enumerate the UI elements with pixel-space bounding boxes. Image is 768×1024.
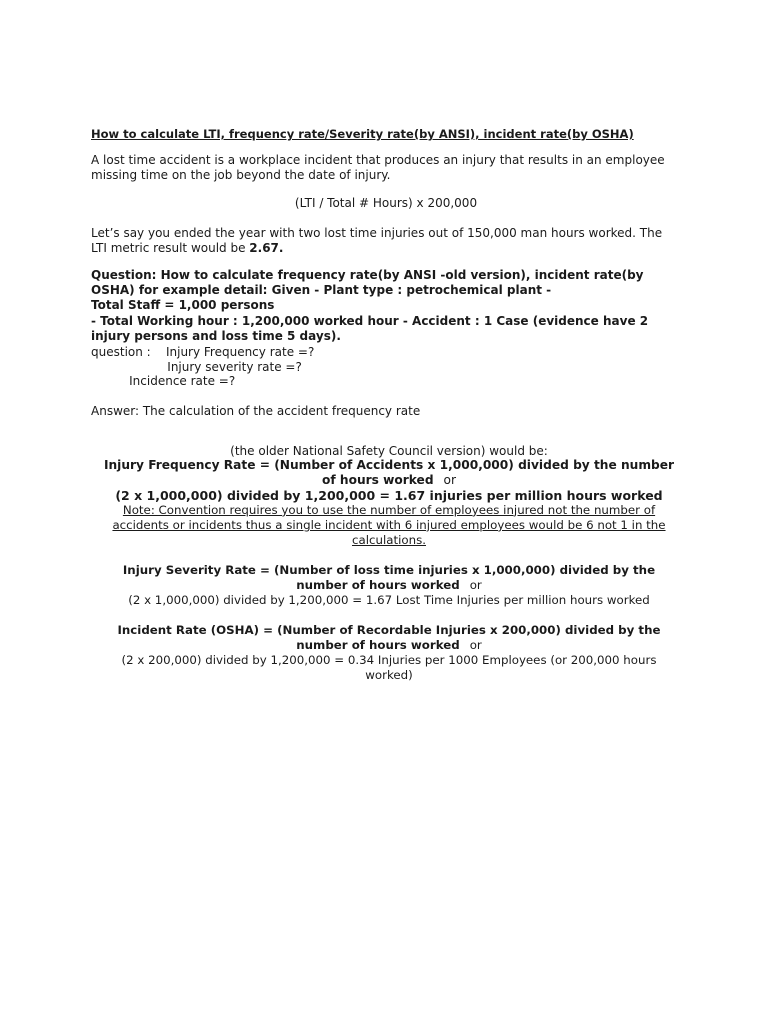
lti-result: 2.67. bbox=[249, 240, 284, 255]
convention-note: Note: Convention requires you to use the number of employees injured not the number of accidents or incidents thus a single incident with 6 injured employees would be 6 not 1 in the calculations. bbox=[112, 502, 666, 547]
question-items bbox=[91, 345, 681, 389]
ir-or: or bbox=[469, 637, 482, 652]
question-line-3: - Total Working hour : 1,200,000 worked hour - Accident : 1 Case (evidence have 2 injury persons and loss time 5 days). bbox=[91, 313, 649, 343]
injury-severity-rate-calc: (2 x 1,000,000) divided by 1,200,000 = 1.67 Lost Time Injuries per million hours worked bbox=[128, 592, 650, 607]
intro-paragraph: A lost time accident is a workplace incident that produces an injury that results in an employee missing time on the job beyond the date of injury. bbox=[91, 153, 665, 182]
lti-example-text: Let’s say you ended the year with two lost time injuries out of 150,000 man hours worked. The LTI metric result would be bbox=[91, 226, 663, 255]
question-line-1: Question: How to calculate frequency rate(by ANSI -old version), incident rate(by OSHA) for example detail: Given - Plant type : petrochemical plant - bbox=[91, 268, 644, 298]
isr-formula-text: Injury Severity Rate = (Number of loss time injuries x 1,000,000) divided by the number of hours worked bbox=[122, 562, 656, 592]
isr-or: or bbox=[469, 577, 482, 592]
older-version-text: (the older National Safety Council version) would be: bbox=[230, 444, 548, 458]
lti-formula: (LTI / Total # Hours) x 200,000 bbox=[294, 196, 478, 210]
question-line-2: Total Staff = 1,000 persons bbox=[91, 298, 275, 313]
document-title: How to calculate LTI, frequency rate/Severity rate(by ANSI), incident rate(by OSHA) bbox=[91, 127, 634, 141]
injury-frequency-rate-calc: (2 x 1,000,000) divided by 1,200,000 = 1.67 injuries per million hours worked bbox=[115, 487, 663, 503]
ifr-formula-text: Injury Frequency Rate = (Number of Accidents x 1,000,000) divided by the number of hours worked bbox=[103, 458, 675, 488]
injury-severity-rate-formula bbox=[96, 563, 682, 593]
incident-rate-calc: (2 x 200,000) divided by 1,200,000 = 0.34 Injuries per 1000 Employees (or 200,000 hours worked) bbox=[121, 652, 657, 682]
ir-formula-text: Incident Rate (OSHA) = (Number of Recordable Injuries x 200,000) divided by the number of hours worked bbox=[117, 622, 661, 652]
incident-rate-formula bbox=[96, 623, 682, 653]
ifr-or: or bbox=[443, 473, 457, 488]
lti-example-paragraph bbox=[91, 226, 671, 255]
question-item-frequency: question : Injury Frequency rate =? bbox=[91, 345, 315, 359]
question-item-incidence: Incidence rate =? bbox=[91, 374, 236, 388]
question-item-severity: Injury severity rate =? bbox=[91, 359, 302, 374]
injury-frequency-rate-formula bbox=[96, 458, 682, 488]
question-block bbox=[91, 268, 681, 344]
answer-intro: Answer: The calculation of the accident frequency rate bbox=[91, 404, 421, 418]
